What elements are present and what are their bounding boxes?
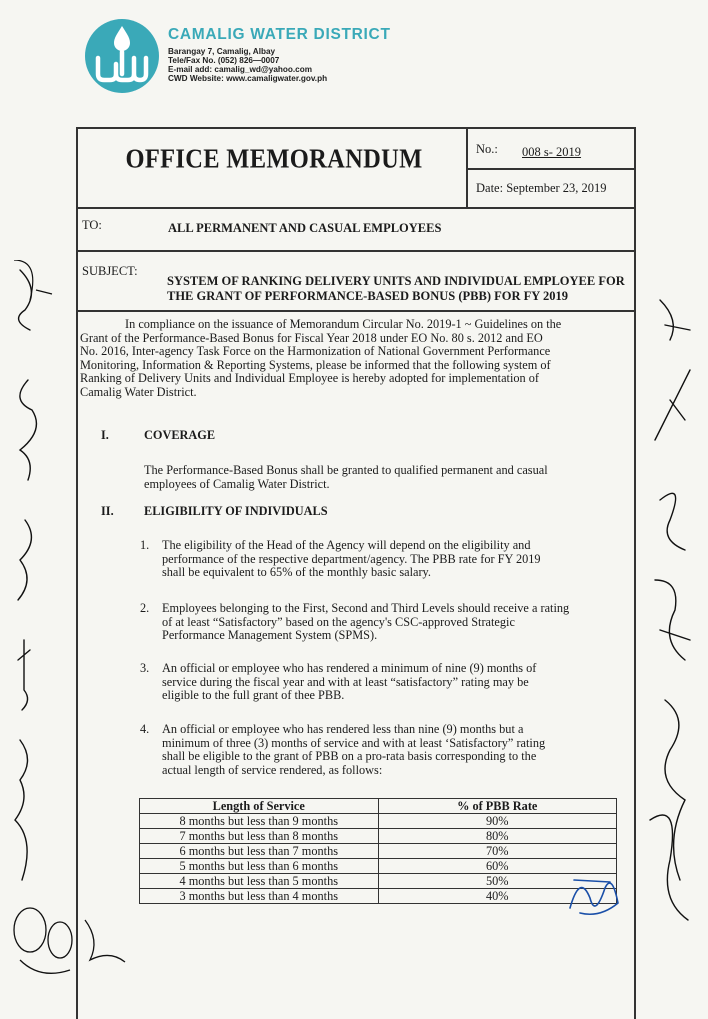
- item-1-line: shall be equivalent to 65% of the monthly basic salary.: [162, 565, 431, 580]
- length-cell: 7 months but less than 8 months: [140, 829, 379, 844]
- right-margin-signatures: [640, 280, 708, 930]
- column-header-rate: % of PBB Rate: [378, 799, 617, 814]
- item-3-line: eligible to the full grant of thee PBB.: [162, 688, 345, 703]
- header-bottom-rule: [76, 207, 634, 209]
- table-row: [140, 889, 617, 904]
- subject-label: SUBJECT:: [82, 264, 138, 278]
- item-2-line: of at least “Satisfactory” based on the agency's CSC-approved Strategic: [162, 614, 515, 629]
- item-3-number: 3.: [140, 661, 150, 675]
- bottom-left-initials: [0, 890, 140, 990]
- intro-paragraph: [80, 318, 612, 400]
- to-value: ALL PERMANENT AND CASUAL EMPLOYEES: [168, 221, 442, 235]
- subject-line-2: THE GRANT OF PERFORMANCE-BASED BONUS (PBB) FOR FY 2019: [167, 289, 568, 303]
- number-date-divider: [466, 168, 634, 170]
- to-label: TO:: [82, 218, 102, 232]
- rate-cell: 50%: [378, 874, 617, 889]
- org-name: CAMALIG WATER DISTRICT: [168, 26, 391, 43]
- item-1-body: [162, 539, 618, 580]
- table-row: [140, 814, 617, 829]
- table-row: [140, 844, 617, 859]
- left-margin-signatures: [0, 260, 60, 900]
- item-4-line: shall be eligible to the grant of PBB on a pro-rata basis corresponding to the: [162, 749, 537, 764]
- intro-line: Ranking of Delivery Units and Individual Employee is hereby adopted for implementation of: [80, 371, 539, 386]
- item-2-number: 2.: [140, 601, 150, 615]
- org-website: CWD Website: www.camaligwater.gov.ph: [168, 74, 328, 83]
- district-logo: [84, 18, 160, 94]
- section-1-line: The Performance-Based Bonus shall be granted to qualified permanent and casual: [144, 463, 548, 477]
- item-2-line: Employees belonging to the First, Second and Third Levels should receive a rating: [162, 601, 570, 615]
- item-4-line: An official or employee who has rendered less than nine (9) months but a: [162, 722, 524, 736]
- item-4-number: 4.: [140, 722, 150, 736]
- table-row: [140, 874, 617, 889]
- subject-bottom-rule: [76, 310, 634, 312]
- to-bottom-rule: [76, 250, 634, 252]
- item-3-line: An official or employee who has rendered a minimum of nine (9) months of: [162, 661, 537, 675]
- item-2-body: [162, 602, 618, 643]
- rate-cell: 40%: [378, 889, 617, 904]
- item-4-body: [162, 723, 618, 777]
- subject-line-1: SYSTEM OF RANKING DELIVERY UNITS AND INDIVIDUAL EMPLOYEE FOR: [167, 274, 625, 288]
- org-telefax: Tele/Fax No. (052) 826—0007: [168, 56, 280, 65]
- memo-number: 008 s- 2019: [522, 145, 582, 159]
- item-1-line: performance of the respective department/agency. The PBB rate for FY 2019: [162, 551, 541, 566]
- blue-ink-initial: [560, 868, 630, 924]
- column-header-length: Length of Service: [140, 799, 379, 814]
- memo-number-label: No.:: [476, 142, 498, 156]
- intro-line: Grant of the Performance-Based Bonus for Fiscal Year 2018 under EO No. 80 s. 2012 and EO: [80, 330, 543, 345]
- rate-cell: 70%: [378, 844, 617, 859]
- length-cell: 5 months but less than 6 months: [140, 859, 379, 874]
- item-4-line: minimum of three (3) months of service and with at least ‘Satisfactory” rating: [162, 735, 546, 750]
- section-2-number: II.: [101, 504, 114, 518]
- org-email: E-mail add: camalig_wd@yahoo.com: [168, 65, 313, 74]
- intro-line: Camalig Water District.: [80, 384, 197, 399]
- rate-cell: 80%: [378, 829, 617, 844]
- item-4-line: actual length of service rendered, as follows:: [162, 762, 383, 777]
- item-2-line: Performance Management System (SPMS).: [162, 628, 378, 643]
- memo-date: Date: September 23, 2019: [476, 181, 607, 195]
- rate-cell: 60%: [378, 859, 617, 874]
- intro-line: Monitoring, Information & Reporting Systems, please be informed that the following system of: [80, 357, 551, 372]
- rate-cell: 90%: [378, 814, 617, 829]
- intro-line: No. 2016, Inter-agency Task Force on the Harmonization of National Government Performance: [80, 344, 551, 359]
- length-cell: 8 months but less than 9 months: [140, 814, 379, 829]
- memo-title: OFFICE MEMORANDUM: [125, 144, 423, 175]
- section-1-body: [144, 464, 620, 491]
- section-2-title: ELIGIBILITY OF INDIVIDUALS: [144, 504, 328, 518]
- pbb-rate-table: [139, 798, 617, 904]
- section-1-title: COVERAGE: [144, 428, 216, 442]
- section-1-number: I.: [101, 428, 109, 442]
- table-row: [140, 829, 617, 844]
- table-row: [140, 859, 617, 874]
- item-1-line: The eligibility of the Head of the Agency will depend on the eligibility and: [162, 538, 531, 552]
- org-address: Barangay 7, Camalig, Albay: [168, 47, 276, 56]
- intro-line: In compliance on the issuance of Memorandum Circular No. 2019-1 ~ Guidelines on the: [125, 317, 562, 331]
- length-cell: 3 months but less than 4 months: [140, 889, 379, 904]
- section-1-line: employees of Camalig Water District.: [144, 476, 330, 491]
- table-header-row: [140, 799, 617, 814]
- length-cell: 6 months but less than 7 months: [140, 844, 379, 859]
- item-1-number: 1.: [140, 538, 150, 552]
- item-3-line: service during the fiscal year and with at least “satisfactory” rating may be: [162, 674, 529, 689]
- item-3-body: [162, 662, 618, 703]
- length-cell: 4 months but less than 5 months: [140, 874, 379, 889]
